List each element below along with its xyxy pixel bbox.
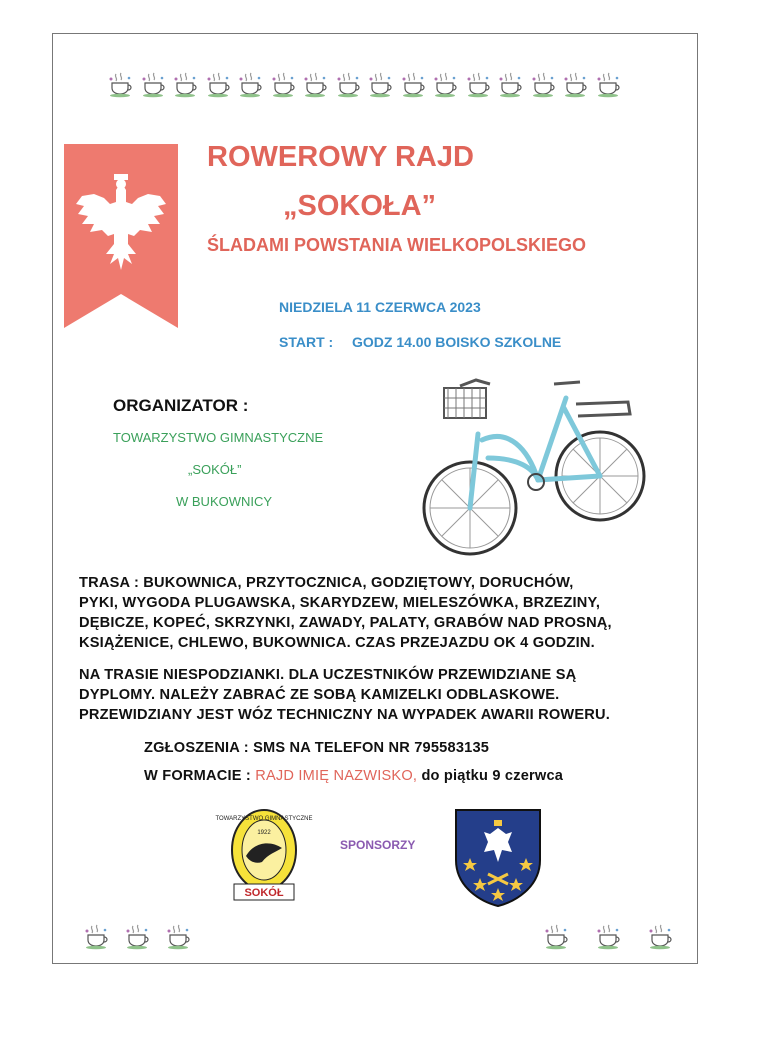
coffee-cup-icon xyxy=(139,70,167,98)
coffee-cup-icon xyxy=(399,70,427,98)
coffee-cup-icon xyxy=(171,70,199,98)
route-line: PYKI, WYGODA PLUGAWSKA, SKARYDZEW, MIELESZÓWKA, BRZEZINY, xyxy=(79,595,601,611)
info-line: DYPLOMY. NALEŻY ZABRAĆ ZE SOBĄ KAMIZELKI ODBLASKOWE. xyxy=(79,687,560,703)
bottom-right-decoration xyxy=(542,922,674,950)
coffee-cup-icon xyxy=(594,922,622,950)
coffee-cup-icon xyxy=(542,922,570,950)
event-subtitle: ŚLADAMI POWSTANIA WIELKOPOLSKIEGO xyxy=(207,235,586,255)
coffee-cup-icon xyxy=(164,922,192,950)
coffee-cup-icon xyxy=(106,70,134,98)
bottom-left-decoration xyxy=(82,922,192,950)
route-line: KSIĄŻENICE, CHLEWO, BUKOWNICA. CZAS PRZEJAZDU OK 4 GODZIN. xyxy=(79,635,595,651)
coffee-cup-icon xyxy=(236,70,264,98)
route-line: DĘBICZE, KOPEĆ, SKRZYNKI, ZAWADY, PALATY, GRABÓW NAD PROSNĄ, xyxy=(79,615,612,631)
info-line: NA TRASIE NIESPODZIANKI. DLA UCZESTNIKÓW PRZEWIDZIANE SĄ xyxy=(79,667,577,683)
organizer-line-1: TOWARZYSTWO GIMNASTYCZNE xyxy=(113,430,324,445)
coffee-cup-icon xyxy=(269,70,297,98)
coffee-cup-icon xyxy=(301,70,329,98)
organizer-line-2: „SOKÓŁ” xyxy=(188,462,242,477)
sokol-banner-text: SOKÓŁ xyxy=(244,887,284,899)
coffee-cup-icon xyxy=(561,70,589,98)
sokol-logo xyxy=(215,806,313,906)
coat-of-arms-icon xyxy=(454,808,542,908)
coffee-cup-icon xyxy=(204,70,232,98)
coffee-cup-icon xyxy=(123,922,151,950)
format-value: RAJD IMIĘ NAZWISKO, xyxy=(255,768,418,784)
sponsors-label: SPONSORZY xyxy=(340,838,416,852)
coffee-cup-icon xyxy=(496,70,524,98)
bicycle-icon xyxy=(418,368,650,564)
event-title-name: „SOKOŁA” xyxy=(283,190,437,222)
route-text xyxy=(79,573,689,653)
start-value: GODZ 14.00 BOISKO SZKOLNE xyxy=(352,334,562,350)
sokol-arc-text: TOWARZYSTWO GIMNASTYCZNE xyxy=(215,816,313,822)
coffee-cup-icon xyxy=(594,70,622,98)
format-line xyxy=(144,766,563,786)
format-label: W FORMACIE : xyxy=(144,768,251,784)
coffee-cup-icon xyxy=(82,922,110,950)
registration-line: ZGŁOSZENIA : SMS NA TELEFON NR 795583135 xyxy=(144,740,490,756)
route-line: TRASA : BUKOWNICA, PRZYTOCZNICA, GODZIĘTOWY, DORUCHÓW, xyxy=(79,575,574,591)
info-line: PRZEWIDZIANY JEST WÓZ TECHNICZNY NA WYPADEK AWARII ROWERU. xyxy=(79,707,611,723)
start-label: START : xyxy=(279,334,334,350)
event-title: ROWEROWY RAJD xyxy=(207,141,474,173)
event-date: NIEDZIELA 11 CZERWCA 2023 xyxy=(279,299,481,315)
coffee-cup-icon xyxy=(366,70,394,98)
coffee-cup-icon xyxy=(646,922,674,950)
organizer-heading: ORGANIZATOR : xyxy=(113,396,249,415)
coffee-cup-icon xyxy=(334,70,362,98)
info-text xyxy=(79,665,689,725)
coffee-cup-icon xyxy=(431,70,459,98)
top-decoration-row xyxy=(106,70,622,98)
sokol-year: 1922 xyxy=(257,830,271,836)
coffee-cup-icon xyxy=(464,70,492,98)
coffee-cup-icon xyxy=(529,70,557,98)
eagle-banner xyxy=(64,144,178,328)
organizer-line-3: W BUKOWNICY xyxy=(176,494,273,509)
deadline: do piątku 9 czerwca xyxy=(421,768,564,784)
